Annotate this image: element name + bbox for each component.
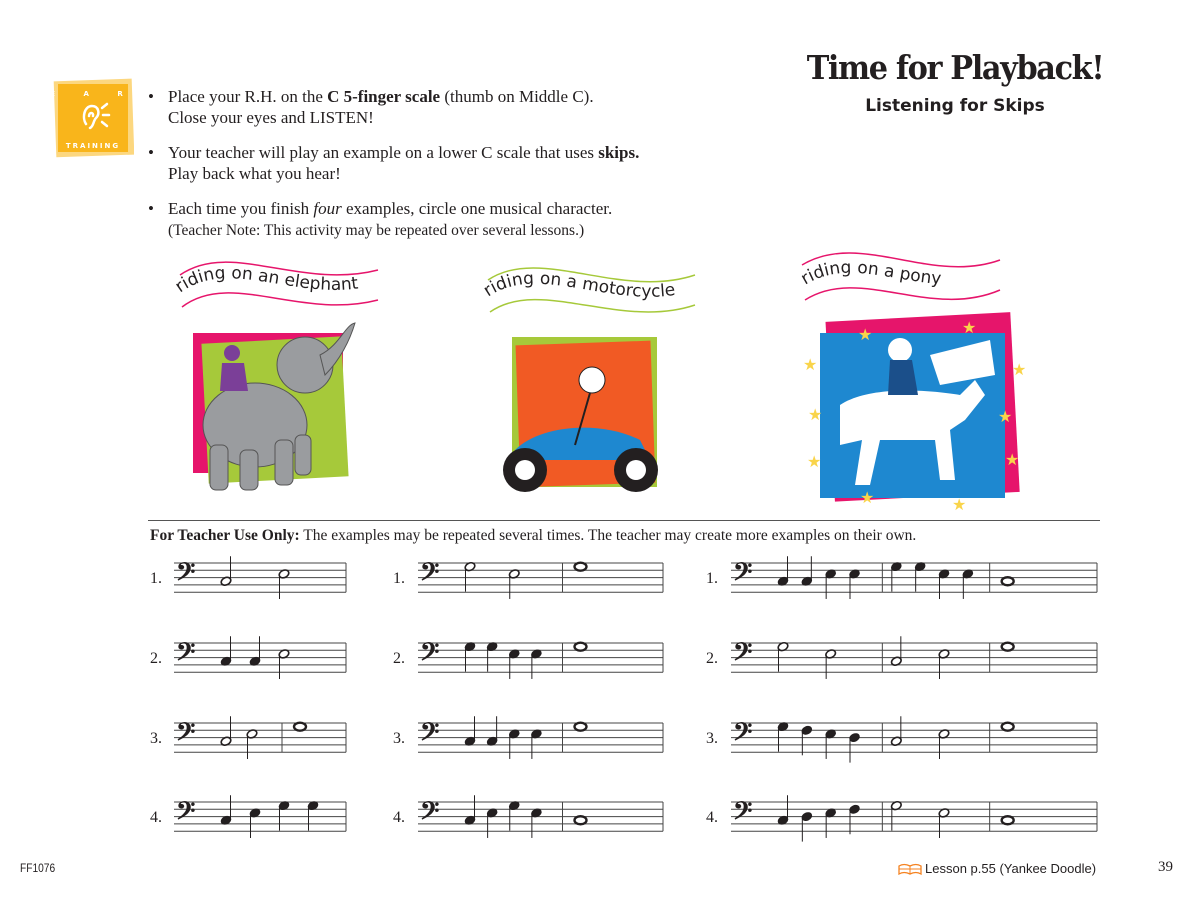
svg-text:★: ★ bbox=[962, 320, 977, 337]
example-number: 1. bbox=[706, 570, 718, 587]
whole-note bbox=[575, 643, 587, 651]
example-number: 3. bbox=[706, 730, 718, 747]
example-number: 2. bbox=[706, 650, 718, 667]
svg-text:★: ★ bbox=[952, 497, 967, 514]
svg-text:★: ★ bbox=[1012, 362, 1027, 379]
whole-note bbox=[575, 563, 587, 571]
banner-pony: riding on a pony bbox=[797, 257, 942, 290]
example-number: 3. bbox=[150, 730, 162, 747]
text: examples, circle one musical character. bbox=[341, 199, 613, 218]
whole-note bbox=[575, 723, 587, 731]
bass-clef-icon: 𝄢 bbox=[420, 558, 440, 593]
bass-clef-icon: 𝄢 bbox=[420, 638, 440, 673]
bass-clef-icon: 𝄢 bbox=[176, 558, 196, 593]
text: Close your eyes and LISTEN! bbox=[168, 108, 374, 127]
svg-text:★: ★ bbox=[803, 357, 818, 374]
whole-note bbox=[294, 723, 306, 731]
page-title: Time for Playback! bbox=[806, 48, 1104, 87]
whole-note bbox=[1002, 816, 1014, 824]
lesson-reference bbox=[898, 861, 1096, 876]
text: Your teacher will play an example on a lower C scale that uses bbox=[168, 143, 599, 162]
bass-clef-icon: 𝄢 bbox=[176, 718, 196, 753]
example-number: 4. bbox=[150, 809, 162, 826]
italic-text: four bbox=[313, 199, 342, 218]
bass-clef-icon: 𝄢 bbox=[420, 718, 440, 753]
bullet-icon: • bbox=[148, 143, 154, 162]
svg-text:★: ★ bbox=[858, 327, 873, 344]
whole-note bbox=[1002, 577, 1014, 585]
svg-text:★: ★ bbox=[998, 409, 1013, 426]
example-number: 1. bbox=[150, 570, 162, 587]
example-number: 1. bbox=[393, 570, 405, 587]
teacher-text: The examples may be repeated several times. The teacher may create more examples on their own. bbox=[299, 527, 917, 544]
bass-clef-icon: 𝄢 bbox=[176, 638, 196, 673]
bold-text: C 5-finger scale bbox=[327, 87, 441, 106]
page-subtitle: Listening for Skips bbox=[865, 96, 1045, 116]
svg-text:★: ★ bbox=[807, 454, 822, 471]
example-number: 3. bbox=[393, 730, 405, 747]
example-number: 4. bbox=[393, 809, 405, 826]
bass-clef-icon: 𝄢 bbox=[733, 718, 753, 753]
example-number: 4. bbox=[706, 809, 718, 826]
bass-clef-icon: 𝄢 bbox=[733, 797, 753, 832]
bass-clef-icon: 𝄢 bbox=[733, 638, 753, 673]
lesson-text: Lesson p.55 (Yankee Doodle) bbox=[925, 861, 1097, 876]
badge-bottom-text: TRAINING bbox=[65, 142, 121, 150]
banner-elephant: riding on an elephant bbox=[171, 263, 360, 298]
svg-text:★: ★ bbox=[1005, 452, 1020, 469]
whole-note bbox=[575, 816, 587, 824]
whole-note bbox=[1002, 643, 1014, 651]
whole-note bbox=[1002, 723, 1014, 731]
teacher-label: For Teacher Use Only: bbox=[150, 527, 300, 544]
bass-clef-icon: 𝄢 bbox=[176, 797, 196, 832]
text: Each time you finish bbox=[168, 199, 314, 218]
example-number: 2. bbox=[393, 650, 405, 667]
svg-text:★: ★ bbox=[808, 407, 823, 424]
svg-text:★: ★ bbox=[860, 490, 875, 507]
book-code: FF1076 bbox=[20, 861, 56, 875]
teacher-note: (Teacher Note: This activity may be repeated over several lessons.) bbox=[168, 222, 585, 239]
bass-clef-icon: 𝄢 bbox=[420, 797, 440, 832]
bullet-icon: • bbox=[148, 199, 154, 218]
text: Play back what you hear! bbox=[168, 164, 341, 183]
bass-clef-icon: 𝄢 bbox=[733, 558, 753, 593]
book-icon bbox=[898, 863, 922, 875]
bullet-icon: • bbox=[148, 87, 154, 106]
bold-text: skips. bbox=[598, 143, 640, 162]
page-number: 39 bbox=[1158, 859, 1173, 875]
badge-top-text: E A R bbox=[52, 90, 134, 98]
example-number: 2. bbox=[150, 650, 162, 667]
banner-motorcycle: riding on a motorcycle bbox=[479, 268, 677, 302]
text: (thumb on Middle C). bbox=[440, 87, 594, 106]
text: Place your R.H. on the bbox=[168, 87, 328, 106]
